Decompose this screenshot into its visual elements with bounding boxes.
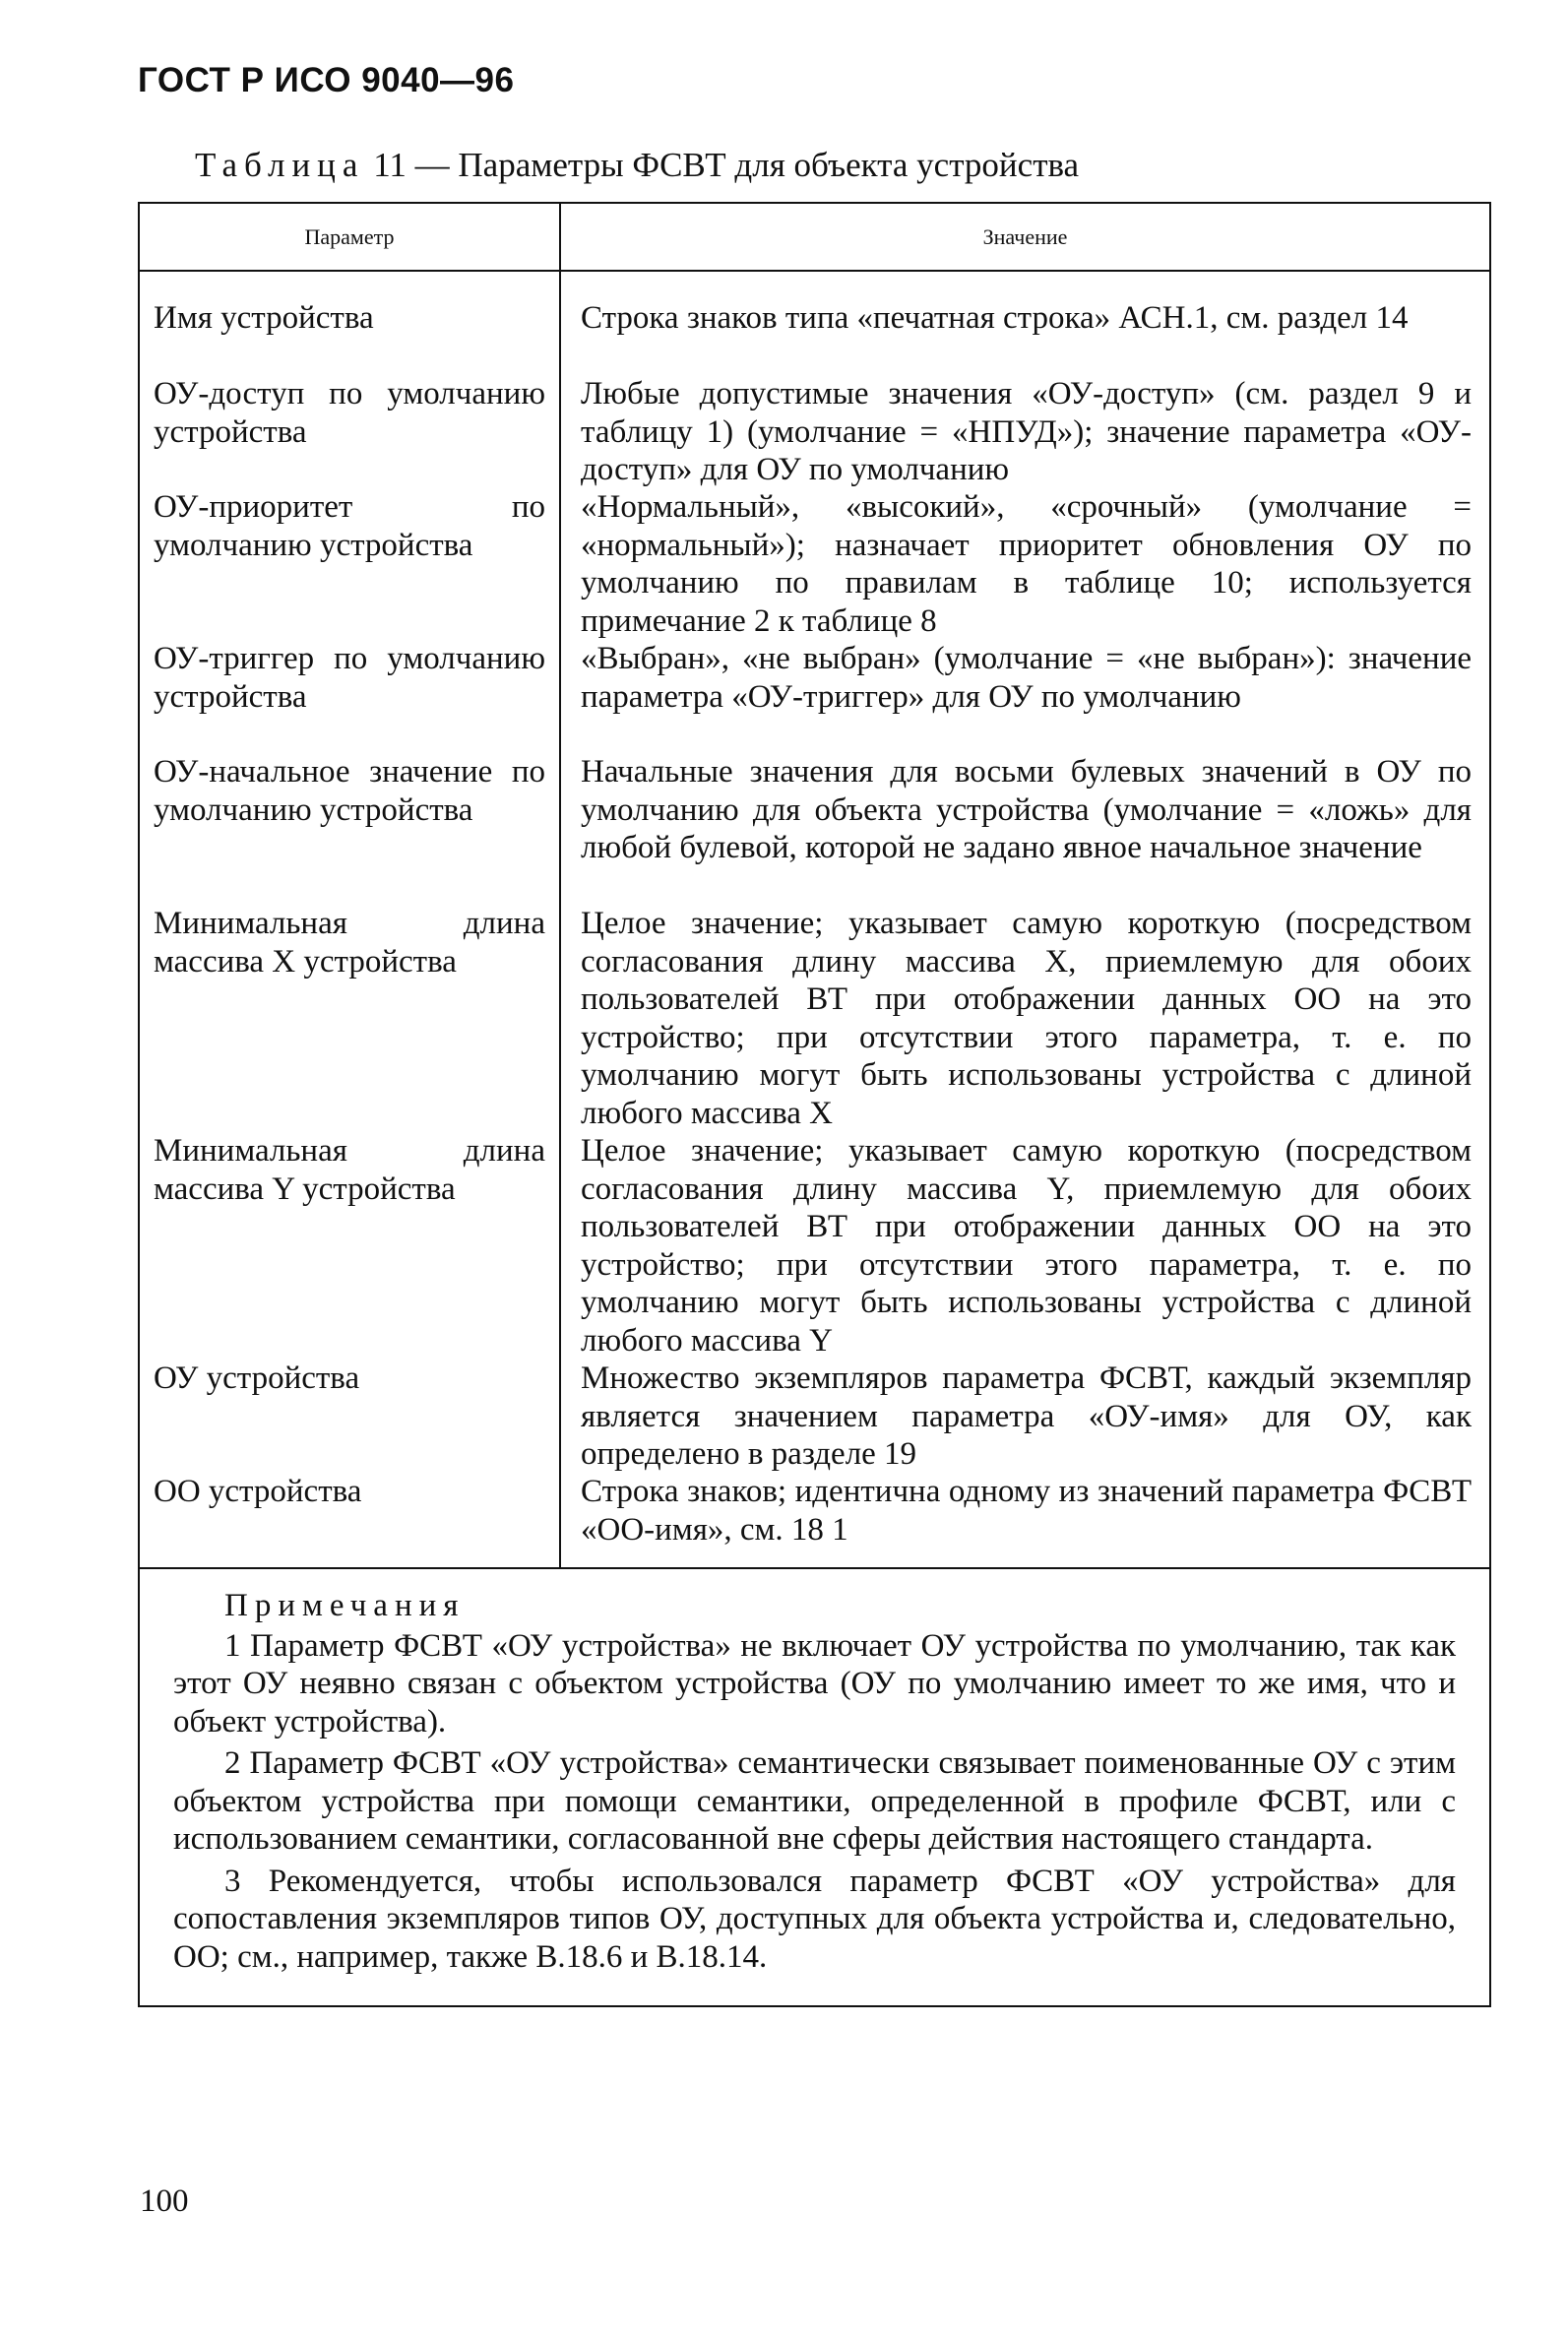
table-body — [140, 272, 1489, 1567]
table-caption-label: Таблица — [195, 146, 365, 184]
table-header-row — [140, 204, 1489, 272]
table-row-param: ОУ-триггер по умолчанию устройства — [154, 641, 545, 715]
value-column — [561, 272, 1489, 1567]
table-row-param: Минимальная длина массива X устройства — [154, 906, 545, 980]
table-row-value: Любые допустимые значения «ОУ-доступ» (см. раздел 9 и таблицу 1) (умолчание = «НПУД»); значение параметра «ОУ-доступ» для ОУ по умолчанию — [581, 376, 1472, 487]
table-row-param: ОУ устройства — [154, 1360, 360, 1396]
document-header: ГОСТ Р ИСО 9040—96 — [138, 61, 515, 99]
note-item: 2 Параметр ФСВТ «ОУ устройства» семантически связывает поименованные ОУ с этим объектом устройства при помощи семантики, определенной в профиле ФСВТ, или с использованием семантики, согласованной вне сферы действия настоящего стандарта. — [173, 1745, 1456, 1857]
notes-title: Примечания — [224, 1588, 466, 1623]
parameters-table — [138, 202, 1491, 2007]
table-notes — [140, 1567, 1489, 2005]
note-item: 1 Параметр ФСВТ «ОУ устройства» не включает ОУ устройства по умолчанию, так как этот ОУ неявно связан с объектом устройства (ОУ по умолчанию имеет то же имя, что и объект устройства). — [173, 1627, 1456, 1739]
column-header-parameter: Параметр — [140, 204, 561, 270]
table-row-value: Множество экземпляров параметра ФСВТ, каждый экземпляр является значением параметра «ОУ-имя» для ОУ, как определено в разделе 19 — [581, 1360, 1472, 1472]
table-row-param: ОУ-доступ по умолчанию устройства — [154, 376, 545, 450]
table-row-value: Целое значение; указывает самую короткую (посредством согласования длину массива X, приемлемую для обоих пользователей ВТ при отображении данных ОО на это устройство; при отсутствии этого параметра, т. е. по умолчанию могут быть использованы устройства с длиной любого массива X — [581, 906, 1472, 1131]
table-row-value: Целое значение; указывает самую короткую (посредством согласования длину массива Y, приемлемую для обоих пользователей ВТ при отображении данных ОО на это устройство; при отсутствии этого параметра, т. е. по умолчанию могут быть использованы устройства с длиной любого массива Y — [581, 1133, 1472, 1359]
table-row-param: ОО устройства — [154, 1474, 362, 1509]
table-row-param: ОУ-приоритет по умолчанию устройства — [154, 489, 545, 563]
table-row-value: Строка знаков; идентична одному из значений параметра ФСВТ «ОО-имя», см. 18 1 — [581, 1474, 1472, 1548]
table-row-value: Строка знаков типа «печатная строка» АСН.1, см. раздел 14 — [581, 300, 1409, 336]
table-row-param: Минимальная длина массива Y устройства — [154, 1133, 545, 1207]
table-row-param: Имя устройства — [154, 300, 374, 336]
table-caption — [195, 146, 1079, 185]
table-row-value: «Нормальный», «высокий», «срочный» (умолчание = «нормальный»); назначает приоритет обновления ОУ по умолчанию по правилам в таблице 10; используется примечание 2 к таблице 8 — [581, 489, 1472, 639]
note-item: 3 Рекомендуется, чтобы использовался параметр ФСВТ «ОУ устройства» для сопоставления экземпляров типов ОУ, доступных для объекта устройства и, следовательно, ОО; см., например, также В.18.6 и В.18.14. — [173, 1863, 1456, 1975]
page-number: 100 — [140, 2183, 189, 2219]
table-caption-number: 11 — [373, 146, 407, 184]
table-row-value: «Выбран», «не выбран» (умолчание = «не выбран»): значение параметра «ОУ-триггер» для ОУ по умолчанию — [581, 641, 1472, 715]
column-header-value: Значение — [982, 223, 1068, 249]
parameter-column — [140, 272, 561, 1567]
table-row-value: Начальные значения для восьми булевых значений в ОУ по умолчанию для объекта устройства (умолчание = «ложь» для любой булевой, которой не задано явное начальное значение — [581, 754, 1472, 865]
table-caption-title: — Параметры ФСВТ для объекта устройства — [414, 146, 1080, 184]
table-row-param: ОУ-начальное значение по умолчанию устройства — [154, 754, 545, 828]
